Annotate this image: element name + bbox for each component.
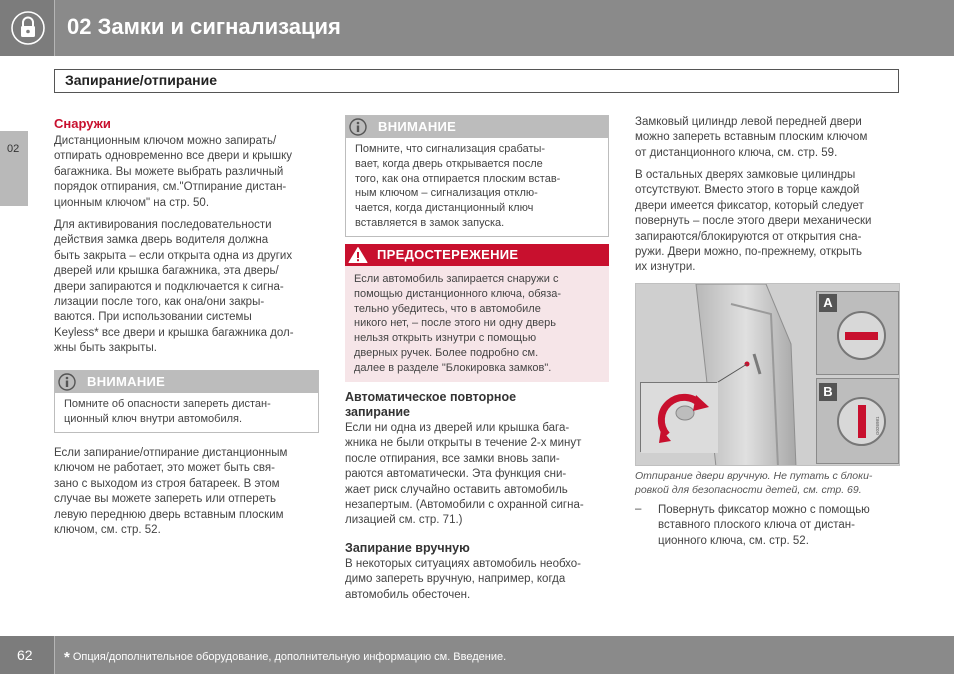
text-line: далее в разделе "Блокировка замков".: [354, 361, 552, 374]
text-line: димо запереть вручную, например, когда: [345, 573, 566, 586]
col3-para1: [635, 115, 901, 161]
subheading-line: Запирание вручную: [345, 541, 470, 555]
text-line: лизации после того, как она/они закры-: [54, 296, 265, 309]
text-line: вставного плоского ключа от дистан-: [658, 519, 855, 532]
text-line: раются автоматически. Эта функция сни-: [345, 468, 567, 481]
text-line: жает риск случайно оставить автомобиль: [345, 483, 568, 496]
text-line: после отпирания, все замки вновь запи-: [345, 452, 560, 465]
dash-marker: –: [635, 503, 642, 515]
text-line: ционным ключом" на стр. 50.: [54, 196, 210, 209]
text-line: отсутствуют. Вместо этого в торце каждой: [635, 184, 860, 197]
text-line: запираются/блокируются от открытия сна-: [635, 230, 862, 243]
note-label: ВНИМАНИЕ: [87, 374, 166, 389]
warning-header: [345, 244, 609, 266]
info-icon: [349, 118, 367, 136]
text-line: порядок отпирания, см."Отпирание дистан-: [54, 181, 287, 194]
instruction-text: [658, 503, 870, 549]
text-line: ключом, см. стр. 52.: [54, 524, 161, 537]
side-tab-label: 02: [7, 143, 20, 155]
note-body: [55, 393, 318, 432]
text-line: тельно убедитесь, что в автомобиле: [354, 302, 541, 315]
lock-knob-horizontal: [837, 311, 886, 360]
caption-line: Отпирание двери вручную. Не путать с блоки-: [635, 470, 873, 482]
info-icon: [58, 373, 76, 391]
text-line: багажника. Вы можете выбрать различный: [54, 165, 284, 178]
col1-para3: [54, 446, 320, 538]
col1-para2: [54, 218, 320, 357]
text-line: их изнутри.: [635, 261, 696, 274]
text-line: случае вы можете запереть или отпереть: [54, 493, 276, 506]
text-line: быть закрыта – если открыта одна из других: [54, 249, 293, 262]
manual-lock-heading: [345, 541, 609, 556]
page-footer: [0, 636, 954, 674]
text-line: двери запираются и подключается к сигна-: [54, 280, 284, 293]
figure-caption: [635, 469, 872, 497]
door-lock-illustration: [635, 283, 900, 466]
chapter-side-tab: [0, 131, 28, 206]
subheading-line: запирание: [345, 405, 411, 420]
subheading-line: Автоматическое повторное: [345, 390, 517, 404]
text-line: автомобиль обесточен.: [345, 588, 471, 601]
panel-a-label: A: [819, 294, 837, 312]
text-line: Если запирание/отпирание дистанционным: [54, 447, 288, 459]
text-line: нельзя открыть изнутри с помощью: [354, 332, 537, 345]
text-line: Помните, что сигнализация срабаты-: [355, 143, 546, 155]
warning-body: [345, 266, 609, 382]
text-line: от дистанционного ключа, см. стр. 59.: [635, 146, 838, 159]
asterisk: *: [64, 649, 70, 666]
text-line: ключом не работает, это может быть свя-: [54, 462, 275, 475]
warning-note: [345, 244, 609, 382]
chapter-title: 02 Замки и сигнализация: [67, 14, 341, 39]
footnote: [64, 649, 506, 666]
text-line: жны быть закрыты.: [54, 342, 157, 355]
text-line: незапертым. (Автомобили с охранной сигна-: [345, 499, 584, 512]
text-line: дверей или крышка багажника, эта дверь/: [54, 265, 279, 278]
knob-slot-locked-icon: [845, 332, 878, 340]
panel-a: [816, 291, 899, 375]
text-line: повернуть – после этого двери механически: [635, 215, 872, 228]
text-line: Если ни одна из дверей или крышка бага-: [345, 422, 570, 434]
text-line: В некоторых ситуациях автомобиль необхо-: [345, 558, 582, 570]
note-body: [346, 138, 608, 236]
attention-note-keys: [54, 370, 319, 433]
text-line: зано с выходом из строя батареек. В этом: [54, 477, 280, 490]
text-line: отпирать одновременно все двери и крышку: [54, 150, 293, 163]
text-line: ционного ключа, см. стр. 52.: [658, 534, 809, 547]
col2-para1: [345, 421, 609, 529]
text-line: Keyless* все двери и крышка багажника дол-: [54, 326, 294, 339]
rotate-arrow-icon: [641, 383, 718, 453]
outside-heading: Снаружи: [54, 116, 111, 131]
text-line: можно запереть вставным плоским ключом: [635, 131, 868, 144]
page-number: 62: [17, 647, 33, 663]
panel-b: [816, 378, 899, 464]
text-line: вает, когда дверь открывается после: [355, 157, 543, 170]
text-line: чается, когда дистанционный ключ: [355, 202, 534, 215]
text-line: жника не были открыты в течение 2-х минут: [345, 437, 582, 450]
text-line: Для активирования последовательности: [54, 219, 272, 231]
text-line: ружи. Двери можно, по-прежнему, открыть: [635, 246, 863, 259]
text-line: Помните об опасности запереть дистан-: [64, 398, 271, 410]
header-icon-box: [0, 0, 55, 56]
col2-para2: [345, 557, 609, 603]
auto-relock-heading: [345, 390, 609, 421]
section-title: Запирание/отпирание: [54, 69, 899, 93]
text-line: лизацией см. стр. 71.): [345, 514, 463, 527]
warning-label: ПРЕДОСТЕРЕЖЕНИЕ: [377, 247, 519, 262]
text-line: Повернуть фиксатор можно с помощью: [658, 504, 870, 516]
text-line: действия замка дверь водителя должна: [54, 234, 269, 247]
lock-icon: [11, 11, 45, 45]
text-line: двери имеется фиксатор, который следует: [635, 199, 864, 212]
text-line: Замковый цилиндр левой передней двери: [635, 116, 862, 128]
knob-slot-unlocked-icon: [858, 405, 866, 438]
text-line: В остальных дверях замковые цилиндры: [635, 169, 856, 181]
text-line: дверных ручек. Более подробно см.: [354, 346, 539, 359]
text-line: Если автомобиль запирается снаружи с: [354, 273, 559, 285]
text-line: Дистанционным ключом можно запирать/: [54, 135, 277, 147]
caption-line: ровкой для безопасности детей, см. стр. 69.: [635, 484, 862, 496]
text-line: того, как она отпирается плоским встав-: [355, 172, 561, 185]
text-line: ным ключом – сигнализация отклю-: [355, 187, 538, 200]
text-line: вставляется в замок запуска.: [355, 216, 505, 229]
text-line: ваются. При использовании системы: [54, 311, 252, 324]
page-number-box: [0, 636, 55, 674]
page-header: [0, 0, 954, 56]
text-line: никого нет, – после этого ни одну дверь: [354, 317, 556, 330]
panel-b-label: B: [819, 383, 837, 401]
note-header: [346, 116, 608, 138]
col1-para1: [54, 134, 320, 211]
attention-note-alarm: [345, 115, 609, 237]
text-line: ционный ключ внутри автомобиля.: [64, 412, 243, 425]
note-header: [55, 371, 318, 393]
note-label: ВНИМАНИЕ: [378, 119, 457, 134]
col3-para2: [635, 168, 901, 276]
figure-code: G026981: [875, 416, 880, 435]
text-line: помощью дистанционного ключа, обяза-: [354, 287, 562, 300]
warning-triangle-icon: [348, 246, 368, 264]
lock-detail-inset: [640, 382, 717, 452]
footnote-text: Опция/дополнительное оборудование, дополнительную информацию см. Введение.: [72, 651, 507, 663]
text-line: левую переднюю дверь вставным плоским: [54, 508, 284, 521]
